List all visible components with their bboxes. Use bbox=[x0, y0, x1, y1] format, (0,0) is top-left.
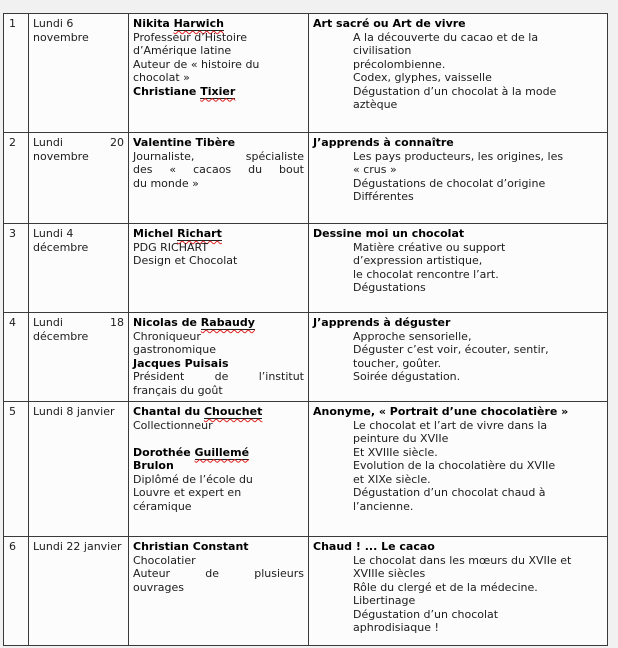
topic-line: Différentes bbox=[353, 190, 414, 203]
topic-line: Rôle du clergé et de la médecine. bbox=[353, 580, 538, 594]
topic-cell bbox=[309, 133, 608, 224]
row-number-cell bbox=[4, 224, 29, 313]
speaker-bio-line: Collectionneur bbox=[133, 418, 213, 432]
row-number-cell bbox=[4, 402, 29, 537]
row-number-cell bbox=[4, 313, 29, 402]
speaker-name bbox=[133, 316, 304, 330]
date-cell bbox=[29, 133, 129, 224]
speaker-first-name: Michel bbox=[133, 227, 178, 240]
topic-title: J’apprends à connaître bbox=[313, 136, 454, 149]
topic-cell bbox=[309, 402, 608, 537]
speaker-cell bbox=[129, 133, 309, 224]
topic-line: et XIXe siècle. bbox=[353, 472, 431, 486]
topic-title: Anonyme, « Portrait d’une chocolatière » bbox=[313, 405, 569, 418]
topic-cell bbox=[309, 224, 608, 313]
speaker-bio-line: français du goût bbox=[133, 383, 223, 397]
speaker-name bbox=[133, 227, 304, 241]
topic-line: Codex, glyphes, vaisselle bbox=[353, 71, 492, 84]
speaker-first-name: Christiane bbox=[133, 84, 201, 98]
topic-cell bbox=[309, 313, 608, 402]
speaker-name: Jacques Puisais bbox=[133, 356, 229, 370]
speaker-bio-line: céramique bbox=[133, 499, 192, 513]
speaker-bio-line: Design et Chocolat bbox=[133, 254, 238, 267]
date-cell bbox=[29, 402, 129, 537]
misspelled-word: Harwich bbox=[173, 17, 224, 30]
speaker-name bbox=[133, 405, 304, 419]
topic-line: Et XVIIIe siècle. bbox=[353, 445, 438, 459]
speaker-bio-line: Professeur d’Histoire bbox=[133, 30, 247, 44]
table-row bbox=[4, 402, 608, 537]
topic-line: précolombienne. bbox=[353, 57, 446, 71]
row-number: 6 bbox=[9, 540, 16, 553]
speaker-bio-line: Auteur de plusieurs bbox=[133, 567, 304, 580]
topic-line: Dégustations de chocolat d’origine bbox=[353, 176, 546, 190]
date-text: décembre bbox=[33, 329, 89, 343]
row-number-cell bbox=[4, 537, 29, 646]
speaker-bio-line: Chocolatier bbox=[133, 553, 196, 567]
topic-line: Dégustation d’un chocolat à la mode bbox=[353, 84, 557, 98]
topic-line: d’expression artistique, bbox=[353, 254, 483, 267]
speaker-name bbox=[133, 446, 304, 460]
table-row bbox=[4, 224, 608, 313]
table-row bbox=[4, 133, 608, 224]
date-cell bbox=[29, 224, 129, 313]
speaker-name: Valentine Tibère bbox=[133, 136, 236, 149]
topic-line: le chocolat rencontre l’art. bbox=[353, 267, 499, 281]
topic-line: Dégustations bbox=[353, 281, 426, 294]
topic-title: Dessine moi un chocolat bbox=[313, 227, 465, 240]
speaker-bio-line: Diplômé de l’école du bbox=[133, 472, 253, 486]
topic-line: l’ancienne. bbox=[353, 499, 414, 513]
topic-line: Matière créative ou support bbox=[353, 240, 506, 254]
topic-line: Dégustation d’un chocolat chaud à bbox=[353, 486, 546, 499]
misspelled-word: Guillemé bbox=[194, 445, 250, 459]
misspelled-word: Chouchet bbox=[203, 405, 263, 418]
topic-title: Art sacré ou Art de vivre bbox=[313, 17, 466, 30]
date-cell bbox=[29, 14, 129, 133]
table-row bbox=[4, 537, 608, 646]
topic-line: Evolution de la chocolatière du XVIIe bbox=[353, 459, 556, 472]
topic-line: Libertinage bbox=[353, 594, 416, 607]
speaker-bio-line: PDG RICHART bbox=[133, 240, 209, 254]
topic-line: « crus » bbox=[353, 163, 397, 176]
topic-cell bbox=[309, 14, 608, 133]
topic-line: toucher, goûter. bbox=[353, 356, 442, 370]
speaker-cell bbox=[129, 402, 309, 537]
date-text: Lundi 8 janvier bbox=[33, 405, 115, 418]
row-number-cell bbox=[4, 133, 29, 224]
speaker-cell bbox=[129, 14, 309, 133]
date-cell bbox=[29, 537, 129, 646]
date-text: novembre bbox=[33, 149, 89, 163]
speaker-cell bbox=[129, 313, 309, 402]
row-number: 1 bbox=[9, 17, 16, 30]
table-row bbox=[4, 14, 608, 133]
topic-line: aphrodisiaque ! bbox=[353, 621, 439, 634]
speaker-bio-line: Chroniqueur bbox=[133, 329, 201, 343]
speaker-cell bbox=[129, 224, 309, 313]
date-text: Lundi 22 janvier bbox=[33, 540, 122, 553]
topic-line: peinture du XVIIe bbox=[353, 432, 449, 445]
speaker-name bbox=[133, 17, 304, 31]
misspelled-word: Tixier bbox=[200, 84, 236, 98]
speaker-bio-line: du monde » bbox=[133, 176, 199, 190]
speaker-first-name: Dorothée bbox=[133, 445, 195, 459]
row-number: 3 bbox=[9, 227, 16, 240]
speaker-bio-line: gastronomique bbox=[133, 343, 216, 356]
topic-title: Chaud ! ... Le cacao bbox=[313, 540, 435, 553]
date-text: Lundi 20 bbox=[33, 136, 124, 149]
topic-line: Déguster c’est voir, écouter, sentir, bbox=[353, 343, 549, 356]
speaker-cell bbox=[129, 537, 309, 646]
topic-cell bbox=[309, 537, 608, 646]
topic-line: Soirée dégustation. bbox=[353, 370, 461, 383]
topic-line: Approche sensorielle, bbox=[353, 329, 472, 343]
topic-title: J’apprends à déguster bbox=[313, 316, 451, 329]
row-number: 2 bbox=[9, 136, 16, 149]
topic-line: XVIIIe siècles bbox=[353, 567, 426, 580]
misspelled-word: Richart bbox=[177, 227, 222, 240]
speaker-bio-line: Journaliste, spécialiste bbox=[133, 149, 304, 163]
speaker-first-name: Nicolas de bbox=[133, 316, 201, 329]
topic-line: Le chocolat dans les mœurs du XVIIe et bbox=[353, 553, 572, 567]
date-text: Lundi 18 bbox=[33, 316, 124, 329]
topic-line: Dégustation d’un chocolat bbox=[353, 607, 499, 621]
topic-line: Les pays producteurs, les origines, les bbox=[353, 149, 564, 163]
misspelled-word: Rabaudy bbox=[200, 316, 255, 329]
speaker-bio-line: Président de l’institut bbox=[133, 370, 304, 383]
topic-line: civilisation bbox=[353, 44, 412, 57]
topic-line: aztèque bbox=[353, 98, 398, 111]
row-number: 5 bbox=[9, 405, 16, 418]
speaker-name: Brulon bbox=[133, 459, 174, 472]
blank-line bbox=[133, 432, 304, 446]
speaker-bio-line: d’Amérique latine bbox=[133, 44, 232, 57]
speaker-bio-line: ouvrages bbox=[133, 580, 184, 594]
table-row bbox=[4, 313, 608, 402]
speaker-bio-line: chocolat » bbox=[133, 71, 190, 84]
row-number: 4 bbox=[9, 316, 16, 329]
topic-line: A la découverte du cacao et de la bbox=[353, 30, 539, 44]
date-text: Lundi 4 décembre bbox=[33, 227, 89, 254]
date-cell bbox=[29, 313, 129, 402]
speaker-bio-line: Louvre et expert en bbox=[133, 486, 242, 499]
speaker-first-name: Chantal du bbox=[133, 405, 204, 418]
speaker-name bbox=[133, 85, 304, 99]
row-number-cell bbox=[4, 14, 29, 133]
speaker-bio-line: Auteur de « histoire du bbox=[133, 57, 260, 71]
speaker-name: Christian Constant bbox=[133, 540, 249, 553]
schedule-table bbox=[3, 13, 608, 646]
topic-line: Le chocolat et l’art de vivre dans la bbox=[353, 418, 548, 432]
speaker-first-name: Nikita bbox=[133, 17, 174, 30]
date-text: Lundi 6 novembre bbox=[33, 17, 89, 44]
speaker-bio-line: des « cacaos du bout bbox=[133, 163, 304, 176]
